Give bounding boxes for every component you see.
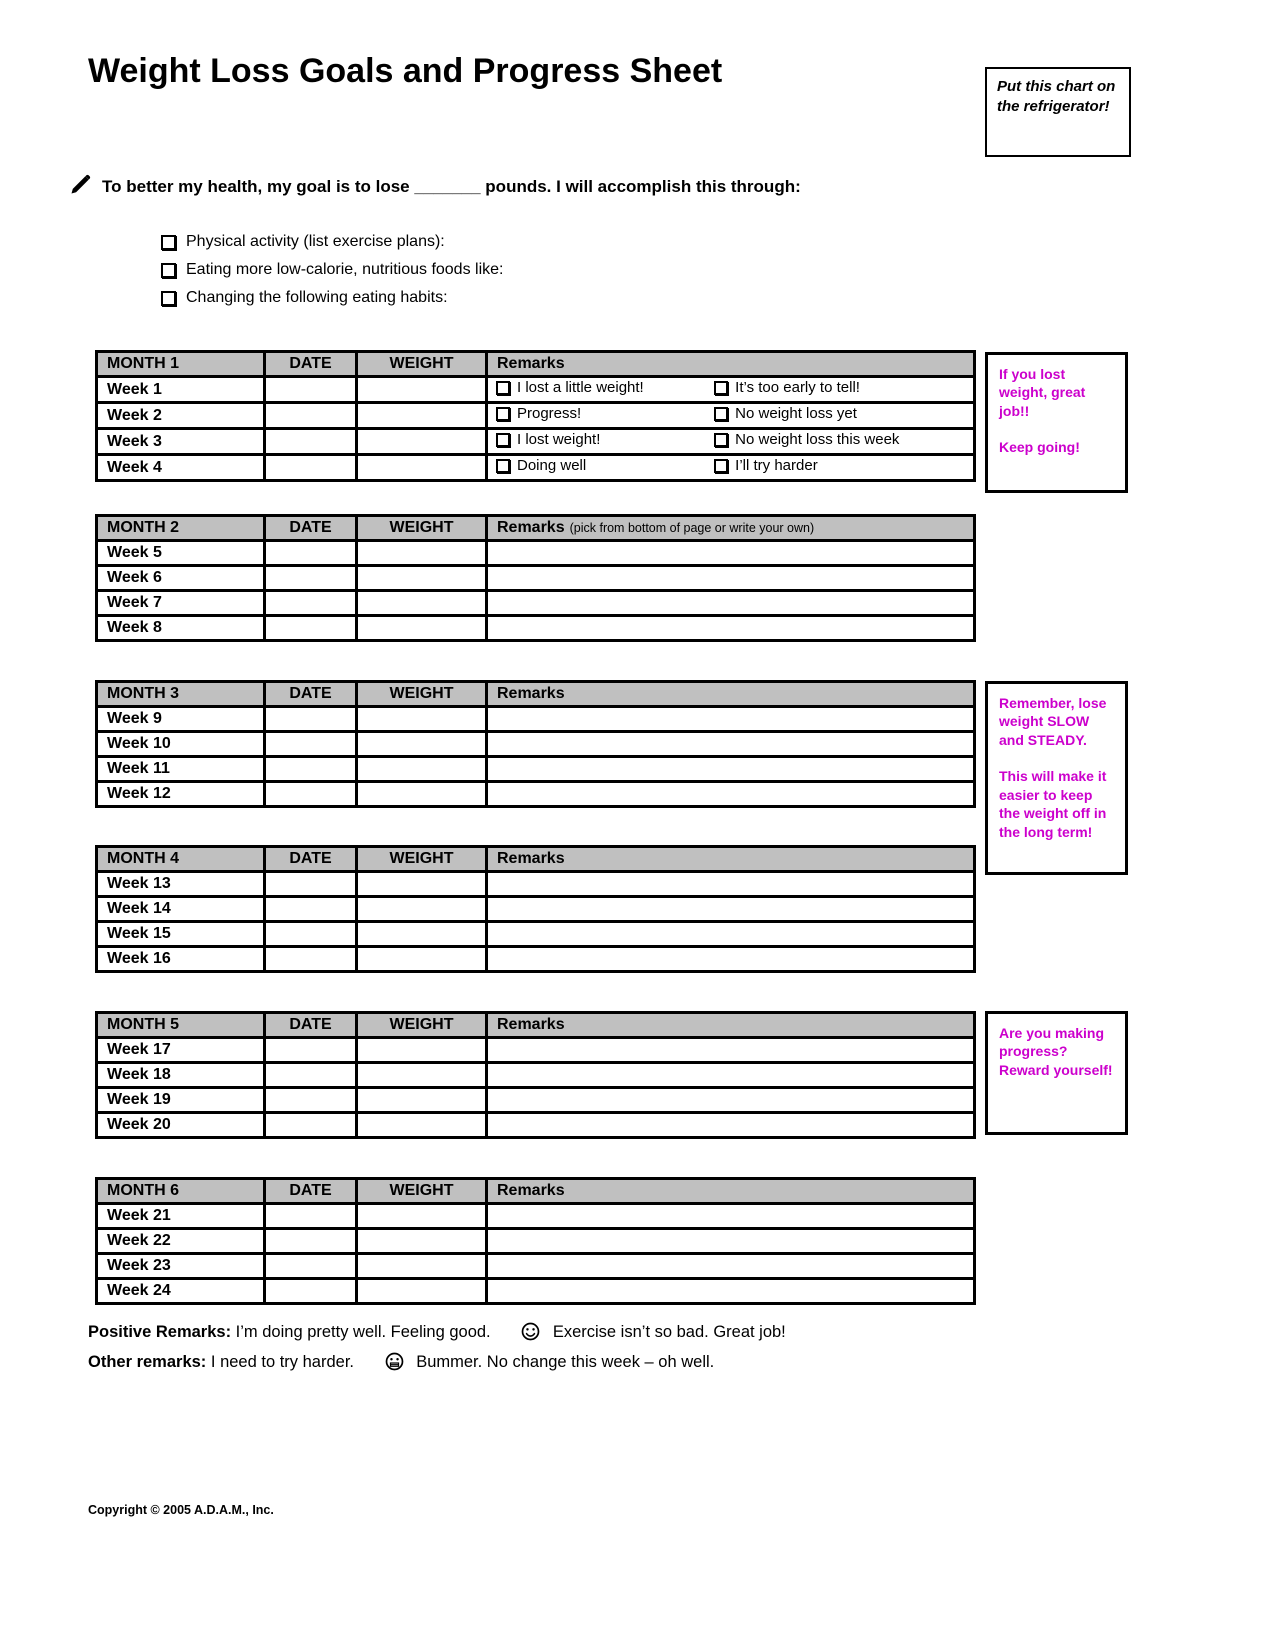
table-row — [97, 782, 975, 807]
motivation-note-slow-steady — [985, 681, 1128, 875]
remarks-header: Remarks (pick from bottom of page or write your own) — [487, 516, 975, 541]
weight-cell[interactable] — [357, 403, 487, 429]
table-row — [97, 377, 975, 403]
remarks-header: Remarks — [487, 682, 975, 707]
weight-cell[interactable] — [357, 541, 487, 566]
table-row — [97, 541, 975, 566]
smiley-face-icon — [521, 1327, 545, 1345]
week-label: Week 9 — [97, 707, 265, 732]
remarks-cell[interactable] — [487, 616, 975, 641]
date-header: DATE — [265, 1179, 357, 1204]
checklist-label: Eating more low-calorie, nutritious foods like: — [186, 261, 504, 278]
week-label: Week 5 — [97, 541, 265, 566]
table-row — [97, 1088, 975, 1113]
date-cell[interactable] — [265, 872, 357, 897]
date-cell[interactable] — [265, 1254, 357, 1279]
table-header-row — [97, 516, 975, 541]
weight-cell[interactable] — [357, 591, 487, 616]
remarks-cell — [487, 429, 975, 455]
weight-cell[interactable] — [357, 1038, 487, 1063]
month-1-table — [95, 350, 976, 482]
note-text: This will make it easier to keep the weight off in the long term! — [999, 768, 1107, 840]
weight-cell[interactable] — [357, 1279, 487, 1304]
week-label: Week 3 — [97, 429, 265, 455]
date-cell[interactable] — [265, 566, 357, 591]
checkbox-icon[interactable] — [714, 407, 728, 421]
date-cell[interactable] — [265, 1038, 357, 1063]
table-row — [97, 707, 975, 732]
remarks-cell[interactable] — [487, 732, 975, 757]
checklist-item-physical-activity — [161, 228, 503, 256]
remark-option: It’s too early to tell! — [735, 379, 860, 396]
week-label: Week 11 — [97, 757, 265, 782]
pencil-icon — [66, 172, 96, 201]
remarks-cell[interactable] — [487, 922, 975, 947]
date-cell[interactable] — [265, 782, 357, 807]
remarks-header: Remarks — [487, 1179, 975, 1204]
table-row — [97, 1229, 975, 1254]
other-remarks-text2: Bummer. No change this week – oh well. — [416, 1353, 715, 1371]
table-header-row — [97, 847, 975, 872]
date-header: DATE — [265, 682, 357, 707]
week-label: Week 12 — [97, 782, 265, 807]
month-header: MONTH 3 — [97, 682, 265, 707]
table-row — [97, 922, 975, 947]
remarks-cell — [487, 403, 975, 429]
remarks-cell[interactable] — [487, 1229, 975, 1254]
date-header: DATE — [265, 1013, 357, 1038]
table-header-row — [97, 1179, 975, 1204]
remark-option: No weight loss yet — [735, 405, 857, 422]
remarks-cell[interactable] — [487, 872, 975, 897]
page-title: Weight Loss Goals and Progress Sheet — [88, 52, 723, 90]
week-label: Week 15 — [97, 922, 265, 947]
remarks-header: Remarks — [487, 847, 975, 872]
month-header: MONTH 2 — [97, 516, 265, 541]
date-cell[interactable] — [265, 1229, 357, 1254]
date-cell[interactable] — [265, 732, 357, 757]
month-header: MONTH 4 — [97, 847, 265, 872]
week-label: Week 18 — [97, 1063, 265, 1088]
date-cell[interactable] — [265, 922, 357, 947]
week-label: Week 24 — [97, 1279, 265, 1304]
weight-cell[interactable] — [357, 757, 487, 782]
table-row — [97, 732, 975, 757]
weight-cell[interactable] — [357, 897, 487, 922]
goal-statement — [66, 172, 966, 201]
weight-cell[interactable] — [357, 377, 487, 403]
remark-option: I’ll try harder — [735, 457, 818, 474]
remarks-cell — [487, 455, 975, 481]
weight-cell[interactable] — [357, 455, 487, 481]
date-header: DATE — [265, 847, 357, 872]
note-text: If you lost weight, great job!! — [999, 366, 1086, 419]
table-row — [97, 1113, 975, 1138]
positive-remarks-label: Positive Remarks: — [88, 1323, 232, 1341]
remarks-cell[interactable] — [487, 541, 975, 566]
checklist-item-eating-habits — [161, 284, 503, 312]
grimace-face-icon — [385, 1357, 409, 1375]
weight-header: WEIGHT — [357, 847, 487, 872]
month-4-table — [95, 845, 976, 973]
date-header: DATE — [265, 352, 357, 377]
table-row — [97, 429, 975, 455]
checkbox-icon[interactable] — [496, 459, 510, 473]
other-remarks-line — [88, 1352, 714, 1376]
date-cell[interactable] — [265, 541, 357, 566]
remarks-cell[interactable] — [487, 1254, 975, 1279]
week-label: Week 22 — [97, 1229, 265, 1254]
remarks-cell[interactable] — [487, 1204, 975, 1229]
weight-cell[interactable] — [357, 732, 487, 757]
date-cell[interactable] — [265, 757, 357, 782]
date-cell[interactable] — [265, 591, 357, 616]
remark-option: I lost weight! — [517, 431, 601, 448]
week-label: Week 4 — [97, 455, 265, 481]
remarks-header: Remarks — [487, 352, 975, 377]
motivation-note-lost-weight — [985, 352, 1128, 493]
checkbox-icon[interactable] — [496, 433, 510, 447]
table-row — [97, 1063, 975, 1088]
date-cell[interactable] — [265, 429, 357, 455]
table-row — [97, 1204, 975, 1229]
weight-cell[interactable] — [357, 707, 487, 732]
week-label: Week 20 — [97, 1113, 265, 1138]
week-label: Week 21 — [97, 1204, 265, 1229]
week-label: Week 13 — [97, 872, 265, 897]
remarks-cell[interactable] — [487, 1279, 975, 1304]
remarks-cell[interactable] — [487, 1038, 975, 1063]
weight-cell[interactable] — [357, 1063, 487, 1088]
date-cell[interactable] — [265, 1204, 357, 1229]
date-cell[interactable] — [265, 403, 357, 429]
remarks-cell[interactable] — [487, 757, 975, 782]
weight-cell[interactable] — [357, 1229, 487, 1254]
table-row — [97, 897, 975, 922]
month-5-table — [95, 1011, 976, 1139]
date-cell[interactable] — [265, 616, 357, 641]
date-cell[interactable] — [265, 1088, 357, 1113]
remarks-header-note: (pick from bottom of page or write your own) — [569, 521, 815, 535]
table-header-row — [97, 1013, 975, 1038]
table-row — [97, 1254, 975, 1279]
table-row — [97, 566, 975, 591]
fridge-note-text: Put this chart on the refrigerator! — [997, 78, 1116, 116]
goal-checklist — [161, 228, 503, 312]
week-label: Week 17 — [97, 1038, 265, 1063]
date-cell[interactable] — [265, 377, 357, 403]
weight-cell[interactable] — [357, 616, 487, 641]
weight-cell[interactable] — [357, 947, 487, 972]
table-row — [97, 872, 975, 897]
date-cell[interactable] — [265, 897, 357, 922]
week-label: Week 16 — [97, 947, 265, 972]
table-row — [97, 1038, 975, 1063]
month-2-table — [95, 514, 976, 642]
date-cell[interactable] — [265, 1063, 357, 1088]
month-header: MONTH 5 — [97, 1013, 265, 1038]
remarks-cell[interactable] — [487, 782, 975, 807]
positive-remarks-line — [88, 1322, 786, 1346]
week-label: Week 23 — [97, 1254, 265, 1279]
month-header: MONTH 6 — [97, 1179, 265, 1204]
remark-option: I lost a little weight! — [517, 379, 644, 396]
checkbox-icon[interactable] — [161, 263, 176, 278]
table-row — [97, 1279, 975, 1304]
month-header: MONTH 1 — [97, 352, 265, 377]
table-row — [97, 403, 975, 429]
week-label: Week 14 — [97, 897, 265, 922]
weight-cell[interactable] — [357, 782, 487, 807]
remarks-cell[interactable] — [487, 591, 975, 616]
table-header-row — [97, 682, 975, 707]
remark-option: Doing well — [517, 457, 587, 474]
remark-option: No weight loss this week — [735, 431, 900, 448]
week-label: Week 19 — [97, 1088, 265, 1113]
date-cell[interactable] — [265, 455, 357, 481]
week-label: Week 1 — [97, 377, 265, 403]
remarks-cell[interactable] — [487, 566, 975, 591]
table-row — [97, 947, 975, 972]
table-row — [97, 455, 975, 481]
weight-cell[interactable] — [357, 566, 487, 591]
table-row — [97, 757, 975, 782]
week-label: Week 7 — [97, 591, 265, 616]
date-cell[interactable] — [265, 947, 357, 972]
weight-cell[interactable] — [357, 1254, 487, 1279]
week-label: Week 2 — [97, 403, 265, 429]
weight-header: WEIGHT — [357, 352, 487, 377]
checkbox-icon[interactable] — [714, 433, 728, 447]
week-label: Week 8 — [97, 616, 265, 641]
fridge-note-box — [985, 67, 1131, 157]
note-text: Remember, lose weight SLOW and STEADY. — [999, 695, 1107, 748]
positive-remarks-text2: Exercise isn’t so bad. Great job! — [552, 1323, 786, 1341]
date-cell[interactable] — [265, 707, 357, 732]
other-remarks-text: I need to try harder. — [210, 1353, 354, 1371]
table-row — [97, 616, 975, 641]
table-row — [97, 591, 975, 616]
checklist-item-low-calorie-foods — [161, 256, 503, 284]
month-6-table — [95, 1177, 976, 1305]
goal-pounds-blank[interactable]: _______ — [414, 176, 481, 196]
checkbox-icon[interactable] — [161, 291, 176, 306]
goal-text-after: pounds. I will accomplish this through: — [485, 176, 801, 196]
week-label: Week 10 — [97, 732, 265, 757]
checkbox-icon[interactable] — [496, 407, 510, 421]
weight-cell[interactable] — [357, 429, 487, 455]
table-header-row — [97, 352, 975, 377]
positive-remarks-text: I’m doing pretty well. Feeling good. — [235, 1323, 491, 1341]
month-3-table — [95, 680, 976, 808]
note-text: Keep going! — [999, 439, 1080, 456]
weight-header: WEIGHT — [357, 1013, 487, 1038]
goal-text-before: To better my health, my goal is to lose — [102, 176, 410, 196]
remarks-header: Remarks — [487, 1013, 975, 1038]
remarks-cell — [487, 377, 975, 403]
date-cell[interactable] — [265, 1113, 357, 1138]
weight-cell[interactable] — [357, 922, 487, 947]
checkbox-icon[interactable] — [161, 235, 176, 250]
remarks-cell[interactable] — [487, 707, 975, 732]
date-cell[interactable] — [265, 1279, 357, 1304]
weight-header: WEIGHT — [357, 682, 487, 707]
note-text: Are you making progress? Reward yourself! — [999, 1025, 1113, 1078]
weight-cell[interactable] — [357, 872, 487, 897]
week-label: Week 6 — [97, 566, 265, 591]
date-header: DATE — [265, 516, 357, 541]
checklist-label: Physical activity (list exercise plans): — [186, 233, 445, 250]
checkbox-icon[interactable] — [714, 381, 728, 395]
checklist-label: Changing the following eating habits: — [186, 289, 448, 306]
remarks-cell[interactable] — [487, 1113, 975, 1138]
weight-cell[interactable] — [357, 1204, 487, 1229]
weight-header: WEIGHT — [357, 1179, 487, 1204]
remarks-cell[interactable] — [487, 1063, 975, 1088]
motivation-note-reward — [985, 1011, 1128, 1135]
weight-cell[interactable] — [357, 1113, 487, 1138]
remarks-cell[interactable] — [487, 1088, 975, 1113]
other-remarks-label: Other remarks: — [88, 1353, 207, 1371]
remarks-cell[interactable] — [487, 897, 975, 922]
checkbox-icon[interactable] — [714, 459, 728, 473]
copyright-text: Copyright © 2005 A.D.A.M., Inc. — [88, 1503, 274, 1517]
remarks-cell[interactable] — [487, 947, 975, 972]
weight-cell[interactable] — [357, 1088, 487, 1113]
remark-option: Progress! — [517, 405, 582, 422]
weight-header: WEIGHT — [357, 516, 487, 541]
checkbox-icon[interactable] — [496, 381, 510, 395]
